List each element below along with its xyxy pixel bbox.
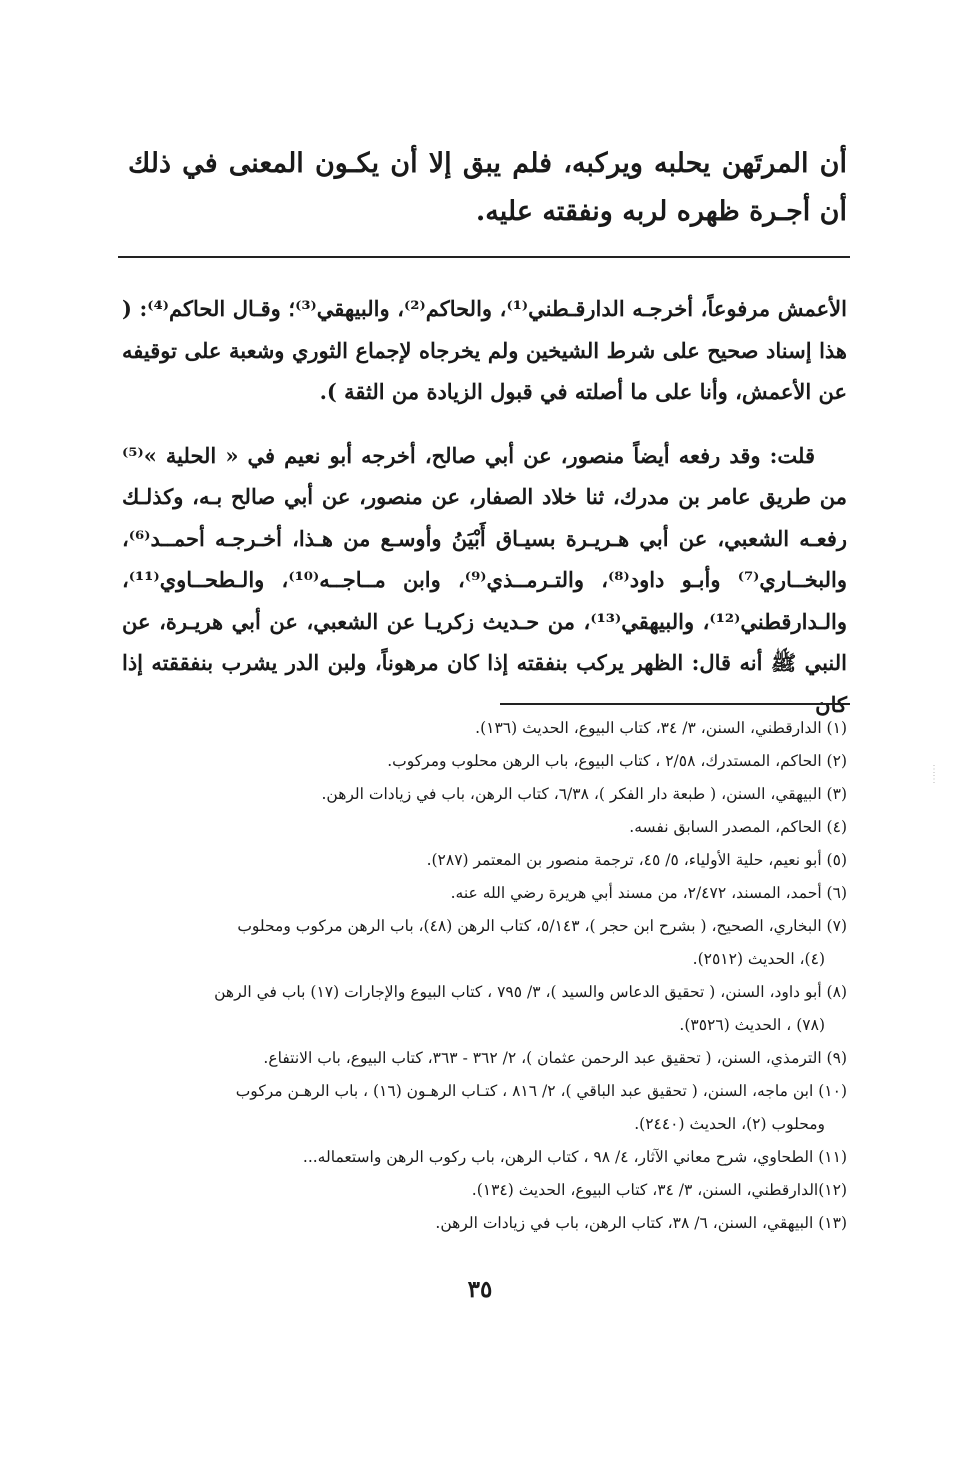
top-paragraph-block: [128, 140, 847, 236]
footnote-text: (١٣) البيهقي، السنن، ٦/ ٣٨، كتاب الرهن، باب في زيادات الرهن.: [435, 1214, 847, 1232]
footnote-2: [122, 745, 847, 778]
footnote-text: (١٢)الدارقطني، السنن، ٣/ ٣٤، كتاب البيوع، الحديث (١٣٤).: [471, 1181, 847, 1199]
footnote-divider: [500, 703, 850, 705]
footnote-7: [122, 910, 847, 976]
footnote-text: (٦) أحمد، المسند، ٢/٤٧٢، من مسند أبي هريرة رضي الله عنه.: [450, 884, 847, 902]
footnote-10: [122, 1075, 847, 1141]
page-number: ٣٥: [467, 1276, 493, 1303]
footnote-continuation: ومحلوب (٢)، الحديث (٢٤٤٠).: [634, 1115, 825, 1133]
footnote-continuation: (٤)، الحديث (٢٥١٢).: [692, 950, 825, 968]
footnote-8: [122, 976, 847, 1042]
body-paragraph-2: قلت: وقد رفعه أيضاً منصور، عن أبي صالح، أخرجه أبو نعيم في « الحلية »⁽⁵⁾ من طريق عامر بن مدرك، ثنا خلاد الصفار، عن منصور، عن أبي صالح بـه، وكذلـك رفعـه الشعبي، عن أبي هـريـرة بسيـاق أَبْيَنُ وأوسـع من هـذا، أخـرجـه أحمــد⁽⁶⁾، والبخــاري⁽⁷⁾ وأبـو داود⁽⁸⁾، والتـرمــذي⁽⁹⁾، وابن مــاجــه⁽¹⁰⁾، والـطحــاوي⁽¹¹⁾، والـدارقطني⁽¹²⁾، والبيهقي⁽¹³⁾، من حـديث زكريـا عن الشعبي، عن أبي هريـرة، عن النبي ﷺ أنه قال: الظهر يركب بنفقته إذا كان مرهوناً، ولبن الدر يشرب بنفققته إذا كان: [122, 442, 847, 717]
footnote-text: (٤) الحاكم، المصدر السابق نفسه.: [629, 818, 847, 836]
footnote-text: (١٠) ابن ماجه، السنن، ( تحقيق عبد الباقي )، ٢/ ٨١٦ ، كتـاب الرهـون (١٦) ، باب الرهـن مركوب: [235, 1082, 847, 1100]
footnote-text: (٣) البيهقي، السنن، ( طبعة دار الفكر )، ٦/٣٨، كتاب الرهن، باب في زيادات الرهن.: [321, 785, 847, 803]
footnote-text: (٩) الترمذي، السنن، ( تحقيق عبد الرحمن عثمان )، ٢/ ٣٦٢ - ٣٦٣، كتاب البيوع، باب الانتفاع.: [263, 1049, 847, 1067]
footnote-1: [122, 712, 847, 745]
section-divider: [118, 256, 850, 258]
footnote-continuation: (٧٨) ، الحديث (٣٥٢٦).: [679, 1016, 825, 1034]
footnote-9: [122, 1042, 847, 1075]
footnote-6: [122, 877, 847, 910]
footnote-text: (٧) البخاري، الصحيح، ( بشرح ابن حجر )، ٥/١٤٣، كتاب الرهن (٤٨)، باب الرهن مركوب ومحلوب: [237, 917, 847, 935]
footnote-13: [122, 1207, 847, 1240]
margin-artifact: ⋮ ⋮: [929, 764, 939, 785]
footnote-text: (٢) الحاكم، المستدرك، ٢/٥٨ ، كتاب البيوع، باب الرهن محلوب ومركوب.: [387, 752, 847, 770]
footnote-5: [122, 844, 847, 877]
body-paragraph-1: الأعمش مرفوعاً، أخرجـه الدارقـطني⁽¹⁾، والحاكم⁽²⁾، والبيهقي⁽³⁾؛ وقـال الحاكم⁽⁴⁾: ( هذا إسناد صحيح على شرط الشيخين ولم يخرجاه لإجماع الثوري وشعبة على توقيفه عن الأعمش، وأنا على ما أصلته في قبول الزيادة من الثقة ).: [122, 296, 847, 404]
footnote-11: [122, 1141, 847, 1174]
footnotes-list: [122, 712, 847, 1240]
footnote-text: (٨) أبو داود، السنن، ( تحقيق الدعاس والسيد )، ٣/ ٧٩٥ ، كتاب البيوع والإجارات (١٧) باب في الرهن: [214, 983, 847, 1001]
top-paragraph: أن المرتَهن يحلبه ويركبه، فلم يبق إلا أن يكـون المعنى في ذلك أن أجـرة ظهره لربه ونفقته عليه.: [128, 148, 847, 227]
footnote-text: (١١) الطحاوي، شرح معاني الآثار، ٤/ ٩٨ ، كتاب الرهن، باب ركوب الرهن واستعماله...: [302, 1148, 847, 1166]
footnote-text: (١) الدارقطني، السنن، ٣/ ٣٤، كتاب البيوع، الحديث (١٣٦).: [475, 719, 847, 737]
footnote-text: (٥) أبو نعيم، حلية الأولياء، ٥/ ٤٥، ترجمة منصور بن المعتمر (٢٨٧).: [426, 851, 847, 869]
footnote-4: [122, 811, 847, 844]
footnote-12: [122, 1174, 847, 1207]
body-text-block: [122, 288, 847, 725]
footnote-3: [122, 778, 847, 811]
